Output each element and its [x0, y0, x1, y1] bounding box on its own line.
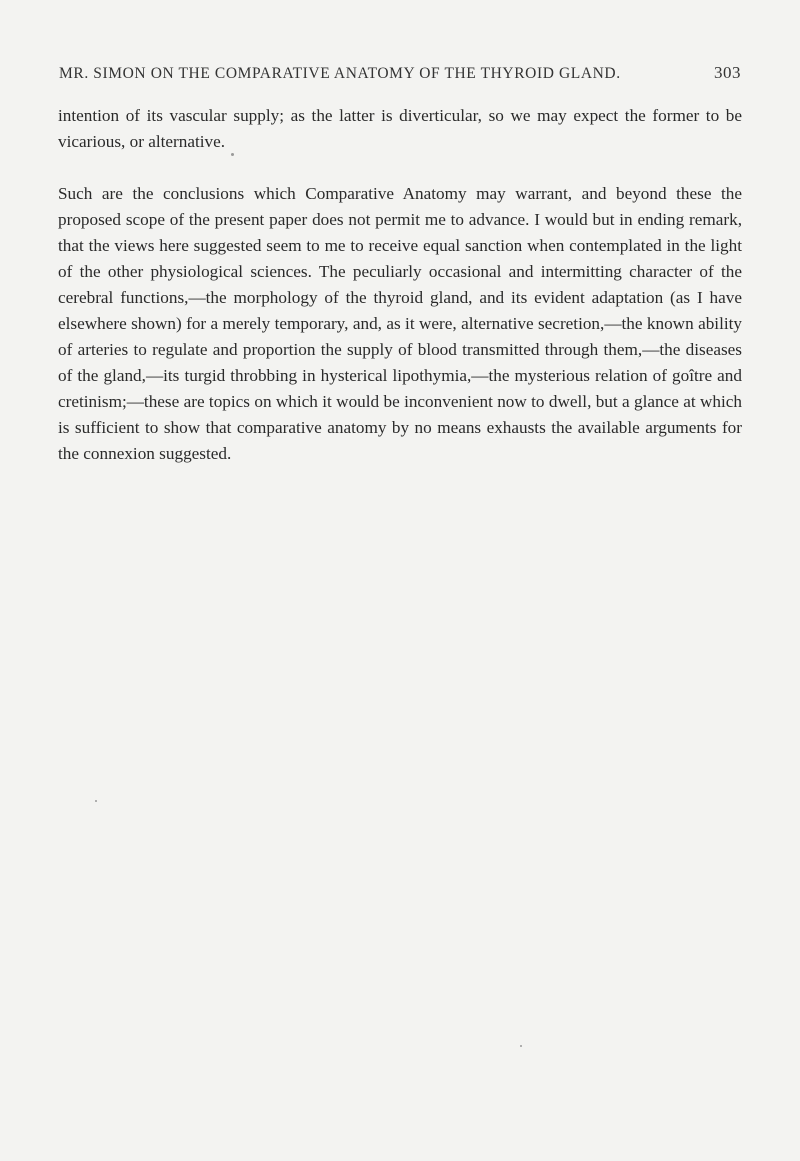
paragraph-conclusions: Such are the conclusions which Comparative Anatomy may warrant, and beyond these the proposed scope of the present paper does not permit me to advance. I would but in ending remark, that the views here suggested seem to me to receive equal sanction when contemplated in the light of the other physiological sciences. The peculiarly occasional and intermitting character of the cerebral functions,—the morphology of the thyroid gland, and its evident adaptation (as I have elsewhere shown) for a merely temporary, and, as it were, alternative secretion,—the known ability of arteries to regulate and proportion the supply of blood transmitted through them,—the diseases of the gland,—its turgid throbbing in hysterical lipothymia,—the mysterious relation of goître and cretinism;—these are topics on which it would be inconvenient now to dwell, but a glance at which is sufficient to show that comparative anatomy by no means exhausts the available arguments for the connexion suggested. — [58, 184, 742, 463]
running-head-title: MR. SIMON ON THE COMPARATIVE ANATOMY OF THE THYROID GLAND. — [59, 65, 621, 82]
paper-speck — [231, 153, 234, 156]
paper-speck — [95, 800, 97, 802]
page-number: 303 — [714, 63, 741, 82]
running-head — [59, 63, 741, 83]
paper-speck — [520, 1045, 522, 1047]
paragraph-continuation: intention of its vascular supply; as the latter is diverticular, so we may expect the former to be vicarious, or alternative. — [58, 106, 742, 151]
body-text — [58, 103, 742, 467]
